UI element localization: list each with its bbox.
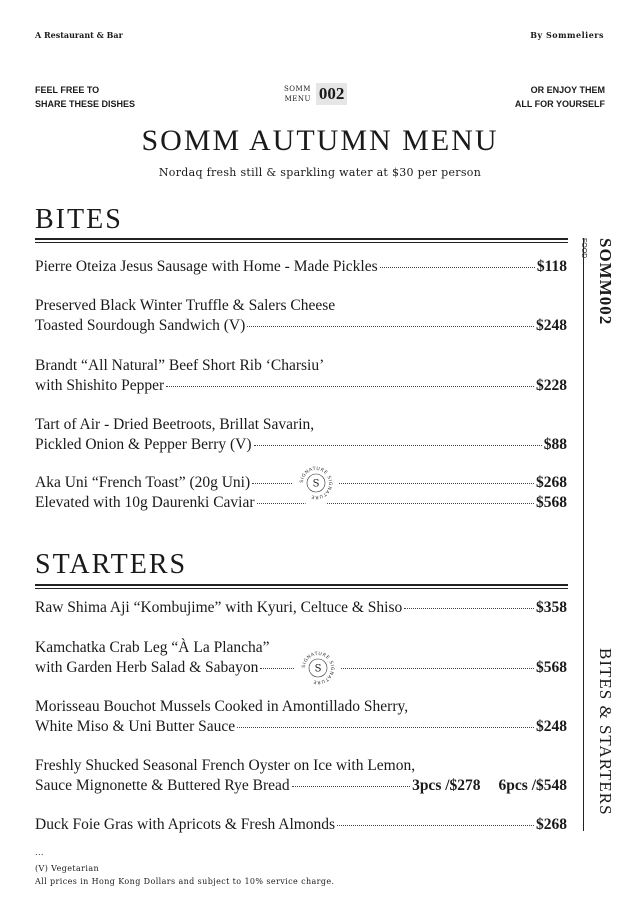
item-name: Pickled Onion & Pepper Berry (V)	[35, 436, 252, 453]
menu-item-line	[35, 317, 567, 335]
signature-badge-icon	[299, 649, 337, 687]
dot-leader	[380, 267, 535, 268]
menu-item-line	[35, 698, 567, 716]
item-name: Sauce Mignonette & Buttered Rye Bread	[35, 777, 290, 794]
dot-leader	[292, 786, 410, 787]
subtitle: Nordaq fresh still & sparkling water at $30 per person	[158, 166, 482, 179]
menu-item-line	[35, 718, 567, 736]
menu-item-line	[35, 258, 567, 276]
item-name: with Shishito Pepper	[35, 377, 165, 394]
item-price: 3pcs /$278	[412, 777, 481, 794]
menu-item-line	[35, 377, 567, 395]
item-price: $88	[543, 436, 567, 453]
svg-text:S: S	[312, 478, 320, 490]
item-price: $358	[536, 599, 567, 616]
menu-item-line	[35, 297, 567, 315]
item-name: Raw Shima Aji “Kombujime” with Kyuri, Celtuce & Shiso	[35, 599, 403, 616]
item-price: $568	[536, 659, 567, 676]
item-name: White Miso & Uni Butter Sauce	[35, 718, 236, 735]
menu-item-line	[35, 777, 567, 795]
item-name: Toasted Sourdough Sandwich (V)	[35, 317, 246, 334]
dot-leader	[237, 727, 534, 728]
item-name: Tart of Air - Dried Beetroots, Brillat Savarin,	[35, 416, 315, 433]
item-name: Duck Foie Gras with Apricots & Fresh Almonds	[35, 816, 336, 833]
item-name: Preserved Black Winter Truffle & Salers Cheese	[35, 297, 336, 314]
page-title: SOMM AUTUMN MENU	[141, 124, 499, 157]
section-rule	[35, 584, 568, 589]
menu-item-line	[35, 816, 567, 834]
item-price: $228	[536, 377, 567, 394]
rail-divider	[583, 238, 584, 831]
item-price: $248	[536, 317, 567, 334]
menu-badge	[284, 83, 347, 105]
tagline-line: ALL FOR YOURSELF	[514, 99, 605, 109]
item-price: $268	[536, 474, 567, 491]
dot-leader	[252, 483, 534, 484]
dot-leader	[254, 445, 542, 446]
item-name: Freshly Shucked Seasonal French Oyster on Ice with Lemon,	[35, 757, 416, 774]
item-price: $118	[536, 258, 567, 275]
dot-leader	[257, 503, 534, 504]
svg-text:SIGNATURE SIGNATURE: SIGNATURE SIGNATURE	[299, 466, 333, 500]
restaurant-label: A Restaurant & Bar	[35, 30, 123, 40]
item-price: $268	[536, 816, 567, 833]
tagline-line: OR ENJOY THEM	[530, 85, 605, 95]
item-price: $248	[536, 718, 567, 735]
price-note: All prices in Hong Kong Dollars and subject to 10% service charge.	[35, 877, 335, 886]
dot-leader	[337, 825, 534, 826]
menu-item-line	[35, 599, 567, 617]
food-label: FOOD	[580, 238, 587, 259]
rail-code: SOMM002	[596, 238, 615, 326]
tagline-line: SHARE THESE DISHES	[35, 99, 136, 109]
item-name: Elevated with 10g Daurenki Caviar	[35, 494, 255, 511]
item-name: Kamchatka Crab Leg “À La Plancha”	[35, 639, 270, 656]
tagline-line: FEEL FREE TO	[35, 85, 100, 95]
item-name: Morisseau Bouchot Mussels Cooked in Amontillado Sherry,	[35, 698, 409, 715]
vegetarian-legend: (V) Vegetarian	[35, 864, 100, 873]
item-name: Aka Uni “French Toast” (20g Uni)	[35, 474, 251, 491]
svg-text:S: S	[314, 663, 322, 675]
dot-leader	[247, 326, 534, 327]
menu-item-line	[35, 436, 567, 454]
dot-leader	[166, 386, 534, 387]
item-price-extra: 6pcs /$548	[498, 777, 567, 794]
badge-label: SOMM	[284, 85, 311, 93]
badge-label: MENU	[284, 95, 311, 103]
section-title: STARTERS	[35, 549, 188, 580]
footer-ellipsis: ...	[35, 848, 44, 857]
item-name: with Garden Herb Salad & Sabayon	[35, 659, 259, 676]
badge-number: 002	[316, 83, 348, 105]
item-name: Brandt “All Natural” Beef Short Rib ‘Charsiu’	[35, 357, 325, 374]
share-tagline	[35, 83, 135, 111]
menu-item-line	[35, 416, 567, 434]
signature-badge-icon	[297, 464, 335, 502]
item-name: Pierre Oteiza Jesus Sausage with Home - Made Pickles	[35, 258, 378, 275]
menu-item-line	[35, 357, 567, 375]
section-rule	[35, 238, 568, 243]
enjoy-tagline	[515, 83, 605, 111]
item-price: $568	[536, 494, 567, 511]
sommeliers-label: By Sommeliers	[530, 30, 604, 40]
dot-leader	[404, 608, 534, 609]
rail-section: BITES & STARTERS	[596, 648, 615, 816]
menu-item-line	[35, 757, 567, 775]
svg-text:SIGNATURE SIGNATURE: SIGNATURE SIGNATURE	[301, 651, 335, 685]
section-title: BITES	[35, 204, 123, 235]
